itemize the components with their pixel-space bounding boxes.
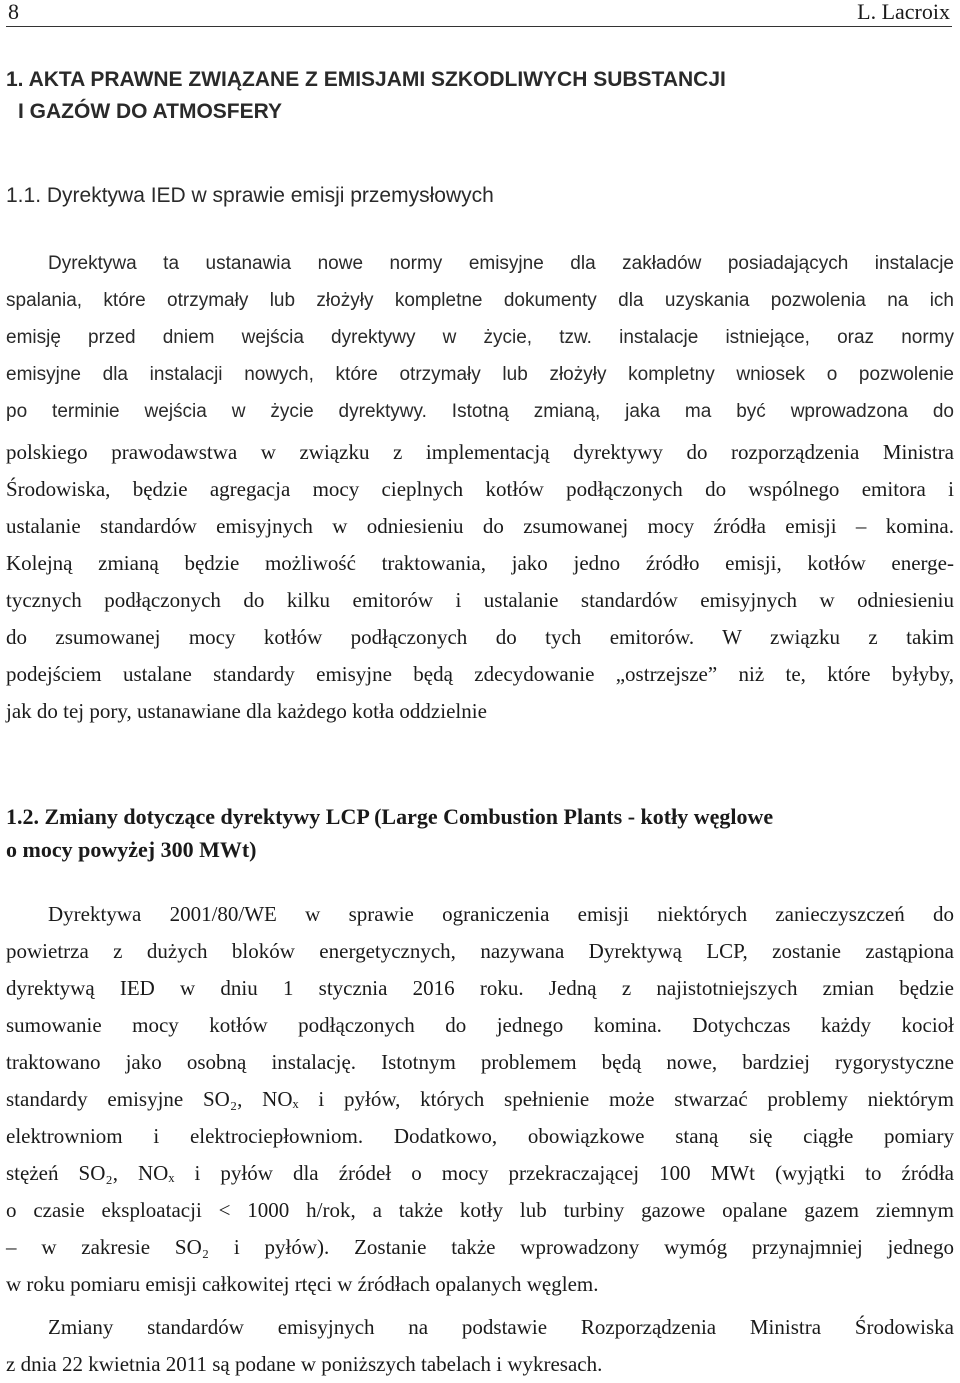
text-line: jak do tej pory, ustanawiane dla każdego kotła oddzielnie bbox=[6, 699, 487, 723]
section-1-1-heading: 1.1. Dyrektywa IED w sprawie emisji przemysłowych bbox=[6, 184, 494, 207]
text-line: powietrza z dużych bloków energetycznych, nazywana Dyrektywą LCP, zostanie zastąpiona bbox=[6, 939, 954, 963]
text-line: po terminie wejścia w życie dyrektywy. Istotną zmianą, jaka ma być wprowadzona do bbox=[6, 401, 954, 422]
text-line: do zsumowanej mocy kotłów podłączonych do tych emitorów. W związku z takim bbox=[6, 625, 954, 649]
text-line: emisyjne dla instalacji nowych, które otrzymały lub złożyły kompletny wniosek o pozwolenie bbox=[6, 364, 954, 385]
page-number: 8 bbox=[8, 0, 19, 24]
text-line: Zmiany standardów emisyjnych na podstawie Rozporządzenia Ministra Środowiska bbox=[48, 1315, 954, 1339]
text-line: traktowano jako osobną instalację. Istotnym problemem będą nowe, bardziej rygorystyczne bbox=[6, 1050, 954, 1074]
section-1-2-heading-line2: o mocy powyżej 300 MWt) bbox=[6, 837, 257, 862]
text-line: w roku pomiaru emisji całkowitej rtęci w źródłach opalanych węglem. bbox=[6, 1272, 599, 1296]
text-line: emisję przed dniem wejścia dyrektywy w życie, tzw. instalacje istniejące, oraz normy bbox=[6, 327, 954, 348]
page-header bbox=[6, 0, 952, 27]
section-1-1-paragraph-serif bbox=[6, 434, 954, 730]
text-line: – w zakresie SO₂ i pyłów). Zostanie także wprowadzony wymóg przynajmniej jednego bbox=[6, 1235, 954, 1259]
text-line: Dyrektywa 2001/80/WE w sprawie ograniczenia emisji niektórych zanieczyszczeń do bbox=[48, 902, 954, 926]
chapter-title-line1: 1. AKTA PRAWNE ZWIĄZANE Z EMISJAMI SZKODLIWYCH SUBSTANCJI bbox=[6, 68, 726, 91]
text-line: Dyrektywa ta ustanawia nowe normy emisyjne dla zakładów posiadających instalacje bbox=[48, 253, 954, 274]
text-line: z dnia 22 kwietnia 2011 są podane w poniższych tabelach i wykresach. bbox=[6, 1352, 603, 1376]
text-line: standardy emisyjne SO₂, NOₓ i pyłów, których spełnienie może stwarzać problemy niektórym bbox=[6, 1087, 954, 1111]
running-author: L. Lacroix bbox=[857, 0, 950, 24]
section-1-2-paragraph-2 bbox=[6, 1309, 954, 1383]
text-line: stężeń SO₂, NOₓ i pyłów dla źródeł o mocy przekraczającej 100 MWt (wyjątki to źródła bbox=[6, 1161, 954, 1185]
text-line: o czasie eksploatacji < 1000 h/rok, a także kotły lub turbiny gazowe opalane gazem ziemnym bbox=[6, 1198, 954, 1222]
text-line: elektrowniom i elektrociepłowniom. Dodatkowo, obowiązkowe staną się ciągłe pomiary bbox=[6, 1124, 954, 1148]
text-line: spalania, które otrzymały lub złożyły kompletne dokumenty dla uzyskania pozwolenia na ich bbox=[6, 290, 954, 311]
section-1-2-heading bbox=[6, 800, 773, 866]
text-line: ustalanie standardów emisyjnych w odniesieniu do zsumowanej mocy źródła emisji – komina. bbox=[6, 514, 954, 538]
section-1-1-paragraph-sans bbox=[6, 245, 954, 430]
chapter-title bbox=[6, 64, 946, 128]
text-line: polskiego prawodawstwa w związku z implementacją dyrektywy do rozporządzenia Ministra bbox=[6, 440, 954, 464]
text-line: Kolejną zmianą będzie możliwość traktowania, jako jedno źródło emisji, kotłów energe- bbox=[6, 551, 954, 575]
text-line: tycznych podłączonych do kilku emitorów i ustalanie standardów emisyjnych w odniesieniu bbox=[6, 588, 954, 612]
section-1-2-paragraph-1 bbox=[6, 896, 954, 1303]
text-line: dyrektywą IED w dniu 1 stycznia 2016 roku. Jedną z najistotniejszych zmian będzie bbox=[6, 976, 954, 1000]
text-line: Środowiska, będzie agregacja mocy cieplnych kotłów podłączonych do wspólnego emitora i bbox=[6, 477, 954, 501]
section-1-2-heading-line1: 1.2. Zmiany dotyczące dyrektywy LCP (Large Combustion Plants - kotły węglowe bbox=[6, 804, 774, 829]
chapter-title-line2: I GAZÓW DO ATMOSFERY bbox=[18, 100, 283, 123]
text-line: podejściem ustalane standardy emisyjne będą zdecydowanie „ostrzejsze” niż te, które byłyby, bbox=[6, 662, 954, 686]
text-line: sumowanie mocy kotłów podłączonych do jednego komina. Dotychczas każdy kocioł bbox=[6, 1013, 954, 1037]
